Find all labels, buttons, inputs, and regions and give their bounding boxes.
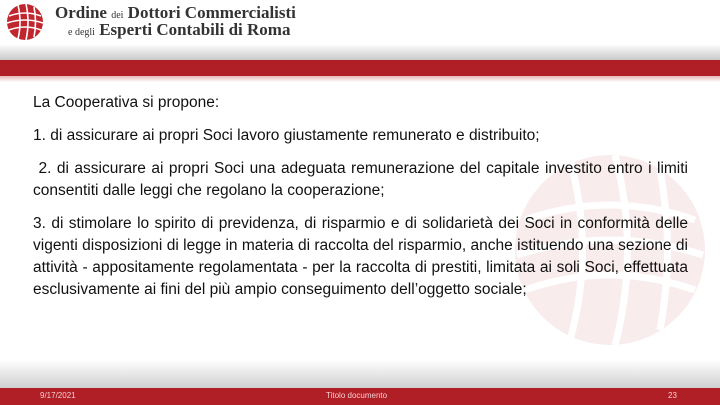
order-logo-icon — [2, 2, 48, 42]
header-words-esperti: Esperti Contabili di Roma — [99, 20, 291, 39]
header-word-dei: dei — [111, 10, 124, 21]
header-red-band — [0, 60, 720, 76]
list-item-2: 2. di assicurare ai propri Soci una adeguata remunerazione del capitale investito entro i limiti consentiti dalle leggi che regolano la cooperazione; — [33, 160, 693, 199]
footer-page-number: 23 — [668, 391, 677, 400]
footer-date: 9/17/2021 — [40, 391, 76, 400]
slide-body — [33, 92, 693, 312]
footer-gray-band — [0, 360, 720, 388]
list-item-3: 3. di stimolare lo spirito di previdenza, di risparmio e di solidarietà dei Soci in conformità delle vigenti disposizioni di legge in materia di raccolta del risparmio, anche istituendo una sezione di attività - appositamente regolamentata - per la raccolta di prestiti, limitata ai soli Soci, effettuata esclusivamente ai fini del più ampio conseguimento dell’oggetto sociale; — [33, 215, 688, 298]
header-words-dottori: Dottori Commercialisti — [127, 3, 296, 22]
header-gray-band — [0, 44, 720, 60]
slide-header — [0, 0, 720, 44]
intro-text: La Cooperativa si propone: — [33, 94, 220, 111]
header-pink-band — [0, 76, 720, 82]
header-title-line2 — [68, 20, 290, 40]
header-word-ordine: Ordine — [55, 3, 107, 22]
header-word-edegli: e degli — [68, 27, 95, 38]
footer-document-title: Titolo documento — [326, 391, 388, 400]
list-item-1: 1. di assicurare ai propri Soci lavoro giustamente remunerato e distribuito; — [33, 127, 540, 144]
